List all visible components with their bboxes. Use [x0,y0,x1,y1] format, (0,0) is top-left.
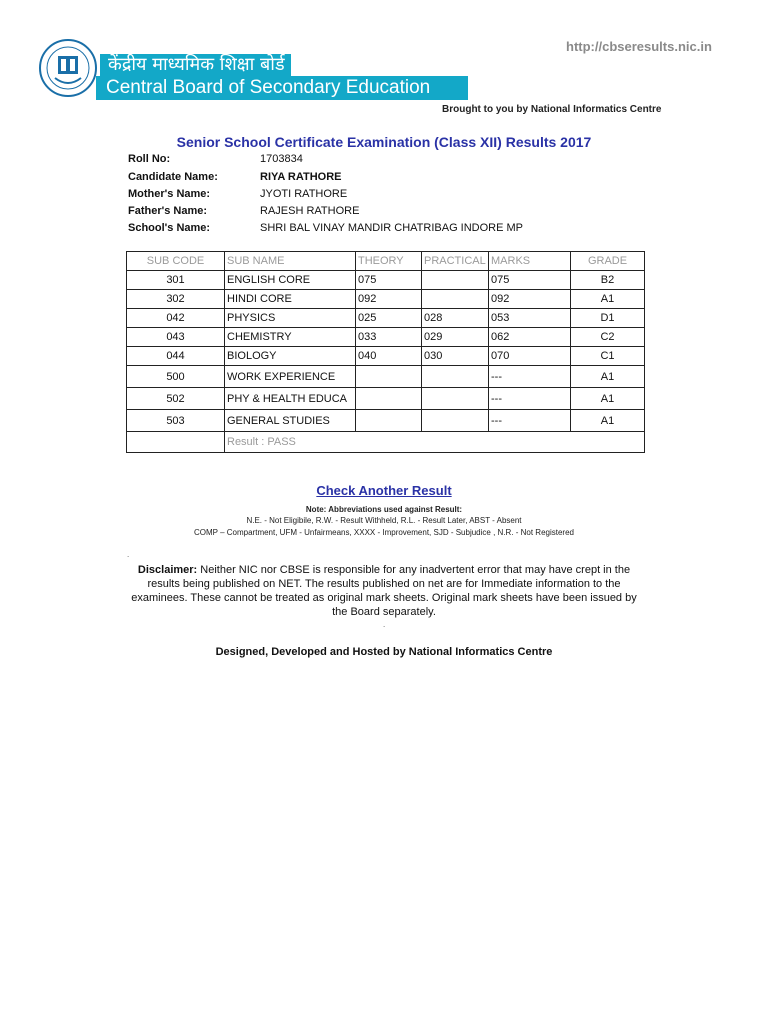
results-table [126,251,645,453]
grade: A1 [571,366,645,388]
table-row [127,388,645,410]
header-sub-name: SUB NAME [225,252,356,271]
sub-code: 044 [127,347,225,366]
separator-dot: . [383,620,386,629]
marks: 075 [489,271,571,290]
theory: 092 [356,290,422,309]
theory [356,410,422,432]
disclaimer-text: Neither NIC nor CBSE is responsible for any inadvertent error that may have crept in the results being published on NET. The results published on net are for Immediate information to the examinees. These cannot be treated as original mark sheets. Original mark sheets have been issued by the Board separately. [131,564,637,618]
grade: B2 [571,271,645,290]
sub-name: PHY & HEALTH EDUCA [225,388,356,410]
grade: C1 [571,347,645,366]
abbreviations-line-1: N.E. - Not Eligibile, R.W. - Result Withheld, R.L. - Result Later, ABST - Absent [246,516,522,525]
site-url: http://cbseresults.nic.in [566,39,712,54]
theory [356,388,422,410]
marks: 053 [489,309,571,328]
practical [422,271,489,290]
practical: 029 [422,328,489,347]
sub-name: HINDI CORE [225,290,356,309]
theory [356,366,422,388]
abbreviations-heading: Note: Abbreviations used against Result: [305,505,463,514]
grade: A1 [571,410,645,432]
sub-name: PHYSICS [225,309,356,328]
sub-code: 302 [127,290,225,309]
father-name-value: RAJESH RATHORE [260,205,360,217]
marks: 092 [489,290,571,309]
sub-code: 500 [127,366,225,388]
sub-code: 502 [127,388,225,410]
header-practical: PRACTICAL [422,252,489,271]
marks: 062 [489,328,571,347]
result-spacer-cell [127,432,225,453]
header-sub-code: SUB CODE [127,252,225,271]
theory: 040 [356,347,422,366]
header-grade: GRADE [571,252,645,271]
sub-name: ENGLISH CORE [225,271,356,290]
mother-name-value: JYOTI RATHORE [260,188,348,200]
table-row [127,271,645,290]
table-row [127,290,645,309]
check-another-result-link[interactable]: Check Another Result [316,483,452,498]
english-board-title: Central Board of Secondary Education [96,76,468,100]
header-marks: MARKS [489,252,571,271]
marks: --- [489,388,571,410]
grade: A1 [571,290,645,309]
father-name-label: Father's Name: [128,205,208,217]
practical [422,410,489,432]
candidate-name-value: RIYA RATHORE [260,171,342,183]
page-title: Senior School Certificate Examination (Class XII) Results 2017 [176,134,592,150]
table-row [127,309,645,328]
roll-no-value: 1703834 [260,153,303,165]
disclaimer-label: Disclaimer: [137,564,198,576]
result-status: Result : PASS [225,432,645,453]
marks: --- [489,410,571,432]
theory: 025 [356,309,422,328]
theory: 075 [356,271,422,290]
table-row [127,328,645,347]
cbse-logo [38,38,98,98]
theory: 033 [356,328,422,347]
practical: 028 [422,309,489,328]
designed-by-footer: Designed, Developed and Hosted by National Informatics Centre [215,646,553,658]
practical [422,290,489,309]
header-theory: THEORY [356,252,422,271]
sub-name: CHEMISTRY [225,328,356,347]
roll-no-label: Roll No: [128,153,171,165]
brought-by-text: Brought to you by National Informatics Centre [442,104,662,115]
marks: 070 [489,347,571,366]
school-name-label: School's Name: [128,222,211,234]
table-row [127,366,645,388]
practical [422,388,489,410]
sub-code: 301 [127,271,225,290]
sub-code: 043 [127,328,225,347]
practical [422,366,489,388]
sub-name: WORK EXPERIENCE [225,366,356,388]
table-row [127,410,645,432]
table-header-row [127,252,645,271]
abbreviations-line-2: COMP – Compartment, UFM - Unfairmeans, XXXX - Improvement, SJD - Subjudice , N.R. - Not Registered [194,528,574,537]
mother-name-label: Mother's Name: [128,188,211,200]
result-row [127,432,645,453]
grade: A1 [571,388,645,410]
separator-dot: . [127,550,130,559]
school-name-value: SHRI BAL VINAY MANDIR CHATRIBAG INDORE MP [260,222,524,234]
table-row [127,347,645,366]
grade: D1 [571,309,645,328]
hindi-board-title: केंद्रीय माध्यमिक शिक्षा बोर्ड [100,54,291,76]
marks: --- [489,366,571,388]
sub-name: GENERAL STUDIES [225,410,356,432]
practical: 030 [422,347,489,366]
sub-code: 503 [127,410,225,432]
candidate-name-label: Candidate Name: [128,171,218,183]
sub-code: 042 [127,309,225,328]
grade: C2 [571,328,645,347]
sub-name: BIOLOGY [225,347,356,366]
disclaimer [128,563,640,619]
